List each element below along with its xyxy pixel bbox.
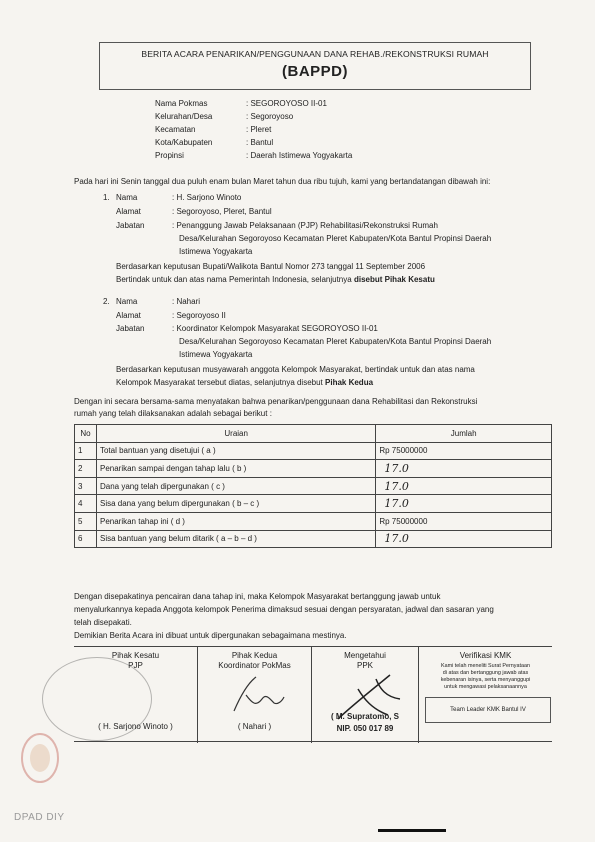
table-row [75,512,552,530]
signatory-name: ( H. Sarjono Winoto ) [98,722,173,731]
party-name: : H. Sarjono Winoto [172,193,242,202]
document-code: (BAPPD) [282,63,348,80]
info-value: : SEGOROYOSO II-01 [246,99,327,108]
table-row [75,495,552,513]
signature-block [74,646,552,742]
party-field-label: Jabatan [116,221,145,230]
party-basis-text: Kelompok Masyarakat tersebut diatas, selanjutnya disebut [116,378,323,387]
intro-paragraph: Pada hari ini Senin tanggal dua puluh enam bulan Maret tahun dua ribu tujuh, kami yang bertandatangan dibawah ini: [74,177,491,186]
party-number: 2. [103,297,110,306]
party-field-label: Alamat [116,311,141,320]
party-position: : Penanggung Jawab Pelaksanaan (PJP) Rehabilitasi/Rekonstruksi Rumah [172,221,438,230]
funds-table [74,424,552,548]
row-amount: 17.0 [376,477,552,495]
row-number: 2 [75,460,97,478]
table-row [75,460,552,478]
party-position-cont: Desa/Kelurahan Segoroyoso Kecamatan Pleret Kabupaten/Kota Bantul Propinsi Daerah [179,234,492,243]
row-description: Sisa bantuan yang belum ditarik ( a – b – d ) [96,530,375,548]
info-value: : Daerah Istimewa Yogyakarta [246,151,353,160]
document-title: BERITA ACARA PENARIKAN/PENGGUNAAN DANA REHAB./REKONSTRUKSI RUMAH [141,49,489,59]
row-amount: 17.0 [376,530,552,548]
info-value: : Pleret [246,125,272,134]
signature-party-two [197,647,311,743]
table-header-row [75,425,552,443]
row-description: Dana yang telah dipergunakan ( c ) [96,477,375,495]
document-title-box [99,42,531,90]
closing-paragraph-cont: telah disepakati. [74,618,132,627]
row-number: 1 [75,442,97,460]
party-acting [116,274,435,285]
row-description: Penarikan tahap ini ( d ) [96,512,375,530]
closing-statement: Demikian Berita Acara ini dibuat untuk dipergunakan sebagaimana mestinya. [74,631,347,640]
row-number: 4 [75,495,97,513]
row-description: Penarikan sampai dengan tahap lalu ( b ) [96,460,375,478]
signatory-nip: NIP. 050 017 89 [336,724,394,733]
row-amount: Rp 75000000 [376,512,552,530]
party-number: 1. [103,193,110,202]
info-label: Kecamatan [155,125,196,134]
party-address: : Segoroyoso, Pleret, Bantul [172,207,272,216]
signature-subrole: PPK [356,661,373,670]
closing-paragraph-cont: menyalurkannya kepada Anggota kelompok Penerima dimaksud sesuai dengan persyaratan, jadwal dan sasaran yang [74,605,494,614]
kmk-statement-cont: di atas dan bertanggung jawab atas [442,670,529,676]
party-basis: Berdasarkan keputusan Bupati/Walikota Bantul Nomor 273 tanggal 11 September 2006 [116,262,426,271]
signature-ppk [311,647,418,743]
row-amount: 17.0 [376,495,552,513]
kmk-statement-cont: kebenaran isinya, serta menyanggupi [440,677,531,683]
signature-role: Pihak Kedua [231,651,278,660]
row-description: Sisa dana yang belum dipergunakan ( b – c ) [96,495,375,513]
party-position-cont: Istimewa Yogyakarta [179,247,253,256]
party-field-label: Nama [116,297,138,306]
table-header-cell: No [75,425,97,443]
statement-paragraph: Dengan ini secara bersama-sama menyatakan bahwa penarikan/penggunaan dana Rehabilitasi dan Rekonstruksi [74,397,478,406]
signature-party-one [74,647,197,743]
signature-role: Verifikasi KMK [459,651,512,660]
handwritten-signature-icon [226,673,286,717]
party-position-cont: Desa/Kelurahan Segoroyoso Kecamatan Pleret Kabupaten/Kota Bantul Propinsi Daerah [179,337,492,346]
closing-paragraph: Dengan disepakatinya pencairan dana tahap ini, maka Kelompok Masyarakat bertanggung jawab untuk [74,592,441,601]
signature-subrole: Koordinator PokMas [218,661,291,670]
info-label: Kota/Kabupaten [155,138,213,147]
party-field-label: Alamat [116,207,141,216]
party-basis: Berdasarkan keputusan musyawarah anggota Kelompok Masyarakat, bertindak untuk dan atas nama [116,365,475,374]
info-label: Kelurahan/Desa [155,112,213,121]
table-row [75,530,552,548]
row-amount: 17.0 [376,460,552,478]
party-field-label: Nama [116,193,138,202]
statement-paragraph-cont: rumah yang telah dilaksanakan adalah sebagai berikut : [74,409,272,418]
row-description: Total bantuan yang disetujui ( a ) [96,442,375,460]
scan-mark [378,829,446,832]
table-header-cell: Jumlah [376,425,552,443]
party-basis-cont [116,377,373,388]
info-value: : Segoroyoso [246,112,294,121]
signatory-name: ( Nahari ) [237,722,272,731]
kmk-statement-cont: untuk mengawasi pelaksanaannya [444,684,527,690]
info-label: Nama Pokmas [155,99,208,108]
row-number: 3 [75,477,97,495]
party-field-label: Jabatan [116,324,145,333]
party-basis-role: Pihak Kedua [325,378,374,387]
info-value: : Bantul [246,138,274,147]
party-name: : Nahari [172,297,201,306]
signature-role: Mengetahui [344,651,386,660]
emblem-watermark-icon [18,728,62,788]
info-label: Propinsi [155,151,184,160]
kmk-statement: Kami telah meneliti Surat Pernyataan [441,663,530,669]
signature-role: Pihak Kesatu [111,651,160,660]
archive-watermark: DPAD DIY [14,812,65,823]
signatory-name: ( M. Supratomo, S [331,712,399,721]
row-amount: Rp 75000000 [376,442,552,460]
signature-kmk [418,647,552,743]
party-position-cont: Istimewa Yogyakarta [179,350,253,359]
kmk-stamp: Team Leader KMK Bantul IV [425,697,551,723]
party-position: : Koordinator Kelompok Masyarakat SEGOROYOSO II-01 [172,324,378,333]
table-row [75,477,552,495]
row-number: 5 [75,512,97,530]
party-acting-role: disebut Pihak Kesatu [353,275,435,284]
row-number: 6 [75,530,97,548]
signature-subrole: PJP [128,661,143,670]
table-row [75,442,552,460]
table-header-cell: Uraian [96,425,375,443]
party-acting-text: Bertindak untuk dan atas nama Pemerintah Indonesia, selanjutnya [116,275,352,284]
party-address: : Segoroyoso II [172,311,226,320]
